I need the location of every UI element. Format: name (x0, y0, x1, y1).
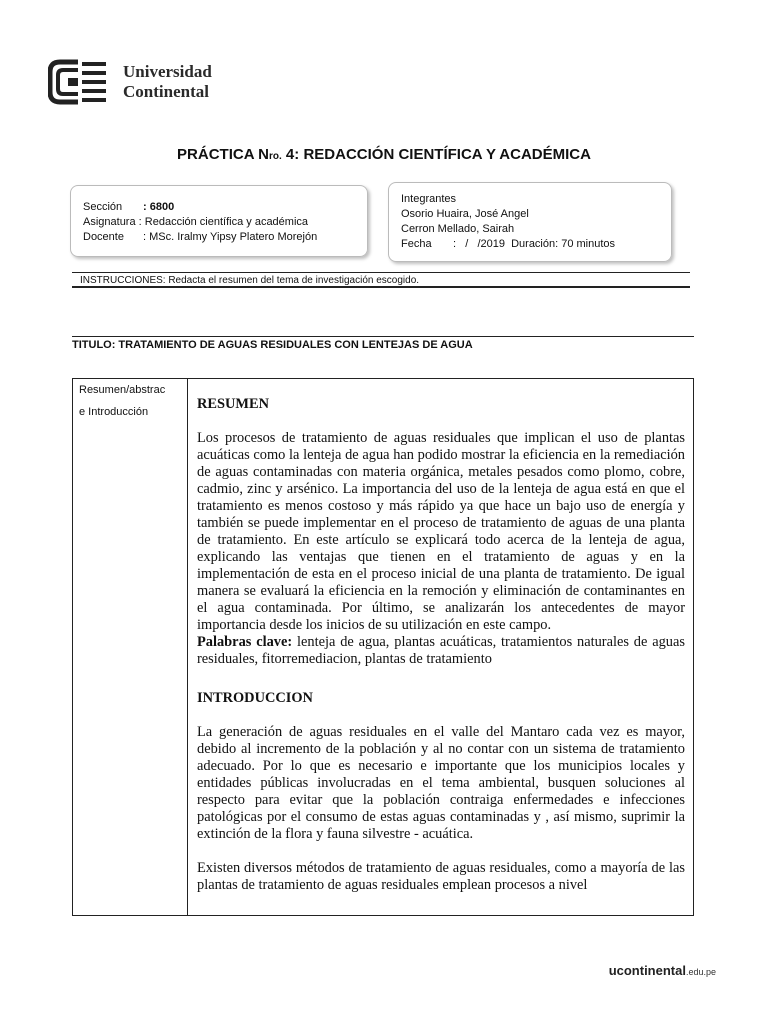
resumen-heading: RESUMEN (197, 396, 269, 412)
page-title (0, 146, 768, 163)
label-line-2: e Introducción (79, 406, 149, 418)
footer-brand-name: ucontinental (608, 963, 686, 978)
asignatura-label: Asignatura (83, 216, 136, 228)
seccion-value: : 6800 (143, 201, 175, 213)
asignatura-value: : Redacción científica y académica (138, 216, 309, 228)
intro-paragraph-1: La generación de aguas residuales en el valle del Mantaro cada vez es mayor, debido al incremento de la población y al no contar con un sistema de tratamiento adecuado. Por lo que es necesario e importante que los municipios locales y entidades públicas involucradas en el tema ambiental, busquen soluciones al respecto para evitar que la población contraiga enfermedades e infecciones patológicas por el consumo de estas aguas contaminadas y , así mismo, suprimir la extinción de la flora y fauna silvestre - acuática. (197, 724, 685, 842)
asignatura-row (83, 215, 317, 230)
keywords-text: lenteja de agua, plantas acuáticas, tratamientos naturales de aguas residuales, fitorremediacion, plantas de tratamiento (197, 634, 685, 667)
seccion-row (83, 200, 317, 215)
document-titulo: TITULO: TRATAMIENTO DE AGUAS RESIDUALES CON LENTEJAS DE AGUA (72, 336, 694, 351)
title-sub: ro. (268, 151, 282, 162)
university-name-line2: Continental (123, 82, 209, 101)
footer-brand (609, 963, 716, 978)
table-content-cell (189, 379, 693, 915)
university-logo-icon (48, 58, 112, 106)
course-info-box (70, 185, 368, 257)
footer-domain: .edu.pe (685, 967, 716, 977)
label-line-1: Resumen/abstrac (79, 384, 166, 396)
fecha-value: : / /2019 Duración: 70 minutos (453, 238, 616, 250)
title-prefix: PRÁCTICA N (177, 146, 269, 163)
docente-value: : MSc. Iralmy Yipsy Platero Morejón (143, 231, 318, 243)
fecha-label: Fecha (401, 238, 432, 250)
member-2: Cerron Mellado, Sairah (401, 223, 515, 235)
keywords-label: Palabras clave: (197, 634, 293, 650)
instructions: INSTRUCCIONES: Redacta el resumen del tema de investigación escogido. (72, 272, 690, 288)
table-label-cell (73, 379, 188, 915)
member-1: Osorio Huaira, José Angel (401, 208, 529, 220)
integrantes-label: Integrantes (401, 193, 457, 205)
university-name (123, 62, 212, 102)
resumen-paragraph: Los procesos de tratamiento de aguas residuales que implican el uso de plantas acuáticas como la lenteja de agua han podido mostrar la eficiencia en la remediación de aguas contaminadas con materia orgánica, metales pesados como plomo, cobre, cadmio, zinc y arsénico. La importancia del uso de la lenteja de agua está en que el tratamiento es menos costoso y más rápido ya que hace un bajo uso de energía y también se puede implementar en el proceso de tratamiento de aguas de una planta de tratamiento. En este artículo se explicará todo acerca de la lenteja de agua, explicando las ventajas que tienen en el tratamiento de aguas y en la implementación de esta en el proceso inicial de una planta de tratamiento. De igual manera se evaluará la eficiencia en la remoción y eliminación de contaminantes en el agua contaminada. Por último, se analizarán los antecedentes de mayor importancia desde los inicios de su utilización en este campo. (197, 430, 685, 633)
fecha-row (401, 237, 615, 252)
university-name-line1: Universidad (123, 62, 212, 81)
seccion-label: Sección (83, 201, 123, 213)
intro-heading: INTRODUCCION (197, 690, 313, 706)
docente-row (83, 230, 317, 245)
members-info-box (388, 182, 672, 262)
title-suffix: 4: REDACCIÓN CIENTÍFICA Y ACADÉMICA (281, 146, 591, 163)
keywords-paragraph (197, 634, 685, 668)
intro-paragraph-2: Existen diversos métodos de tratamiento de aguas residuales, como a mayoría de las plantas de tratamiento de aguas residuales emplean procesos a nivel (197, 860, 685, 893)
summary-table (72, 378, 694, 916)
docente-label: Docente (83, 231, 124, 243)
